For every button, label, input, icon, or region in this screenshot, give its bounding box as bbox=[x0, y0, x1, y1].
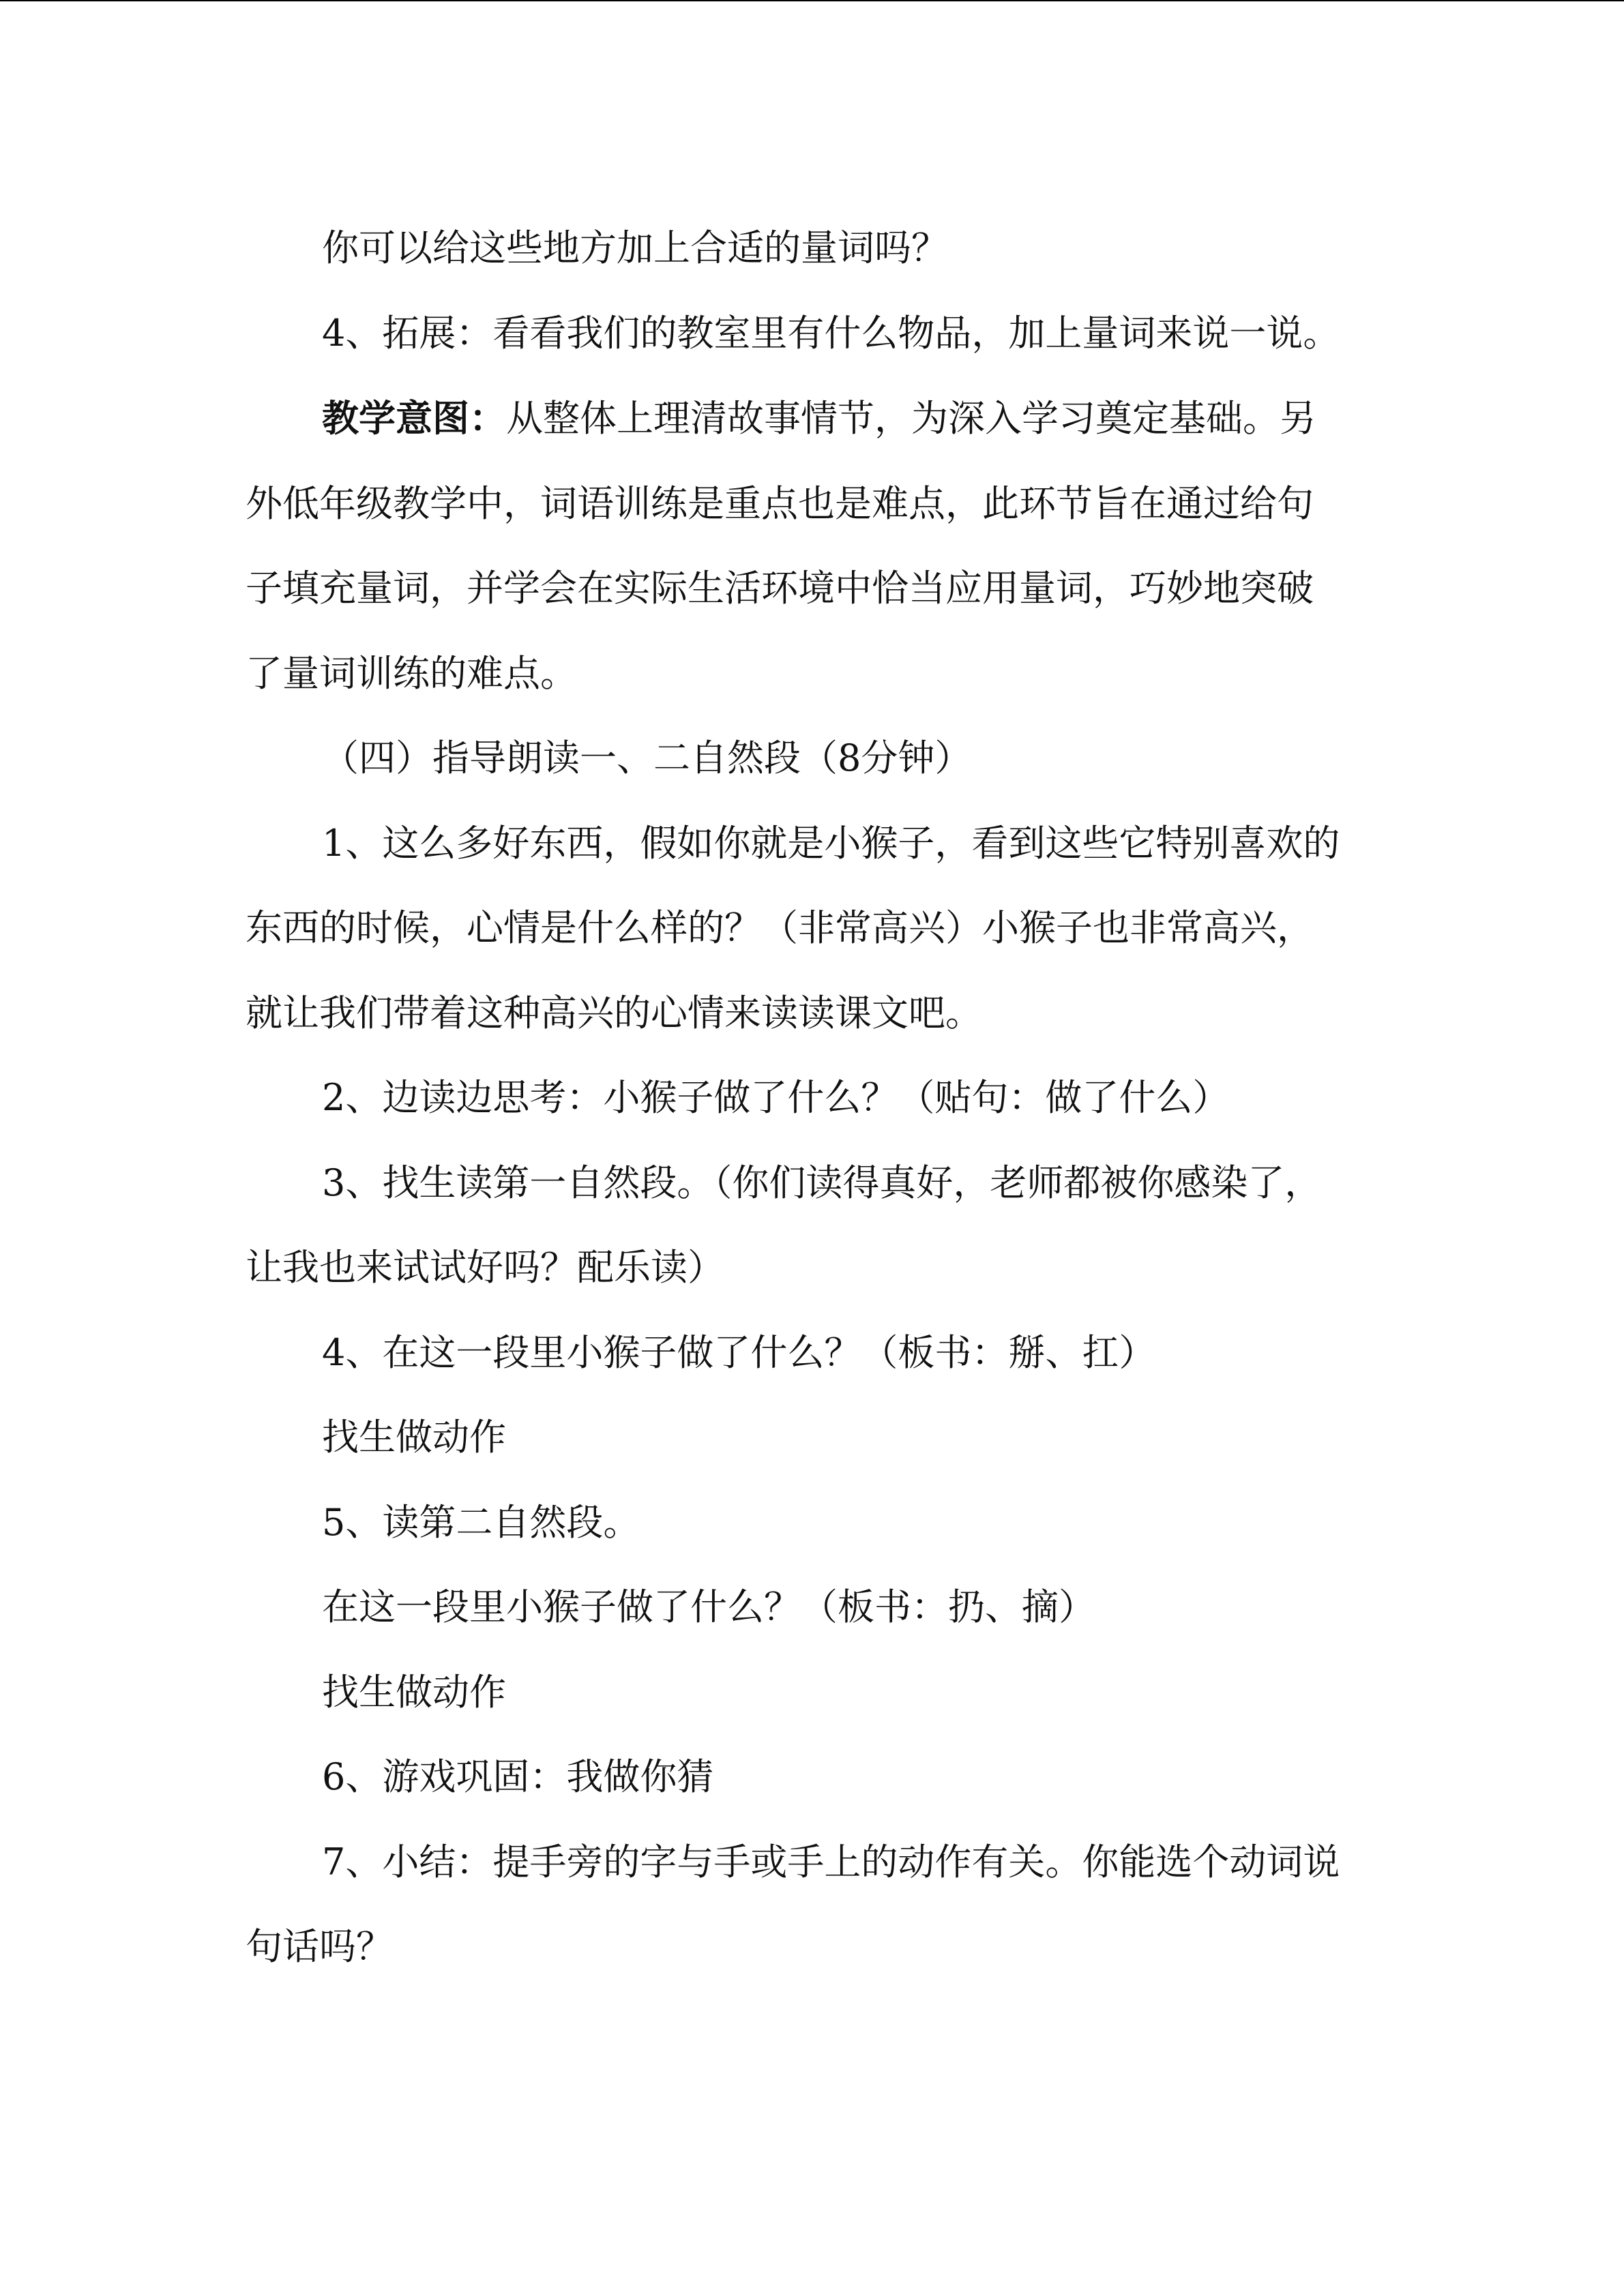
paragraph-line: 3、找生读第一自然段。（你们读得真好，老师都被你感染了， bbox=[322, 1161, 1322, 1204]
paragraph-line: 1、这么多好东西，假如你就是小猴子，看到这些它特别喜欢的 bbox=[322, 821, 1340, 865]
section-heading: （四）指导朗读一、二自然段（8分钟） bbox=[322, 736, 972, 779]
paragraph: 在这一段里小猴子做了什么？（板书：扔、摘） bbox=[322, 1585, 1095, 1628]
paragraph: 找生做动作 bbox=[322, 1416, 506, 1459]
paragraph: 4、在这一段里小猴子做了什么？（板书：掰、扛） bbox=[322, 1330, 1156, 1374]
paragraph: 你可以给这些地方加上合适的量词吗？ bbox=[322, 226, 948, 269]
paragraph: 找生做动作 bbox=[322, 1670, 506, 1714]
paragraph: 2、边读边思考：小猴子做了什么？（贴句：做了什么） bbox=[322, 1076, 1230, 1119]
paragraph: 5、读第二自然段。 bbox=[322, 1500, 640, 1544]
paragraph-line: 让我也来试试好吗？配乐读） bbox=[246, 1246, 724, 1289]
paragraph: 6、游戏巩固：我做你猜 bbox=[322, 1755, 714, 1798]
teaching-intent-label: 教学意图： bbox=[322, 396, 506, 440]
paragraph-text: 从整体上理清故事情节，为深入学习奠定基础。另 bbox=[506, 397, 1316, 440]
paragraph-line: 就让我们带着这种高兴的心情来读读课文吧。 bbox=[246, 991, 982, 1034]
paragraph-line: 了量词训练的难点。 bbox=[246, 651, 577, 695]
paragraph-line bbox=[246, 376, 1378, 462]
paragraph: 4、拓展：看看我们的教室里有什么物品，加上量词来说一说。 bbox=[322, 311, 1340, 355]
paragraph-line: 7、小结：提手旁的字与手或手上的动作有关。你能选个动词说 bbox=[322, 1840, 1340, 1883]
paragraph-line: 外低年级教学中，词语训练是重点也是难点，此环节旨在通过给句 bbox=[246, 481, 1314, 525]
paragraph-line: 子填充量词，并学会在实际生活环境中恰当应用量词，巧妙地突破 bbox=[246, 567, 1314, 610]
paragraph-line: 东西的时候，心情是什么样的？（非常高兴）小猴子也非常高兴， bbox=[246, 906, 1314, 949]
document-body bbox=[246, 206, 1378, 1990]
paragraph-line: 句话吗？ bbox=[246, 1925, 393, 1968]
